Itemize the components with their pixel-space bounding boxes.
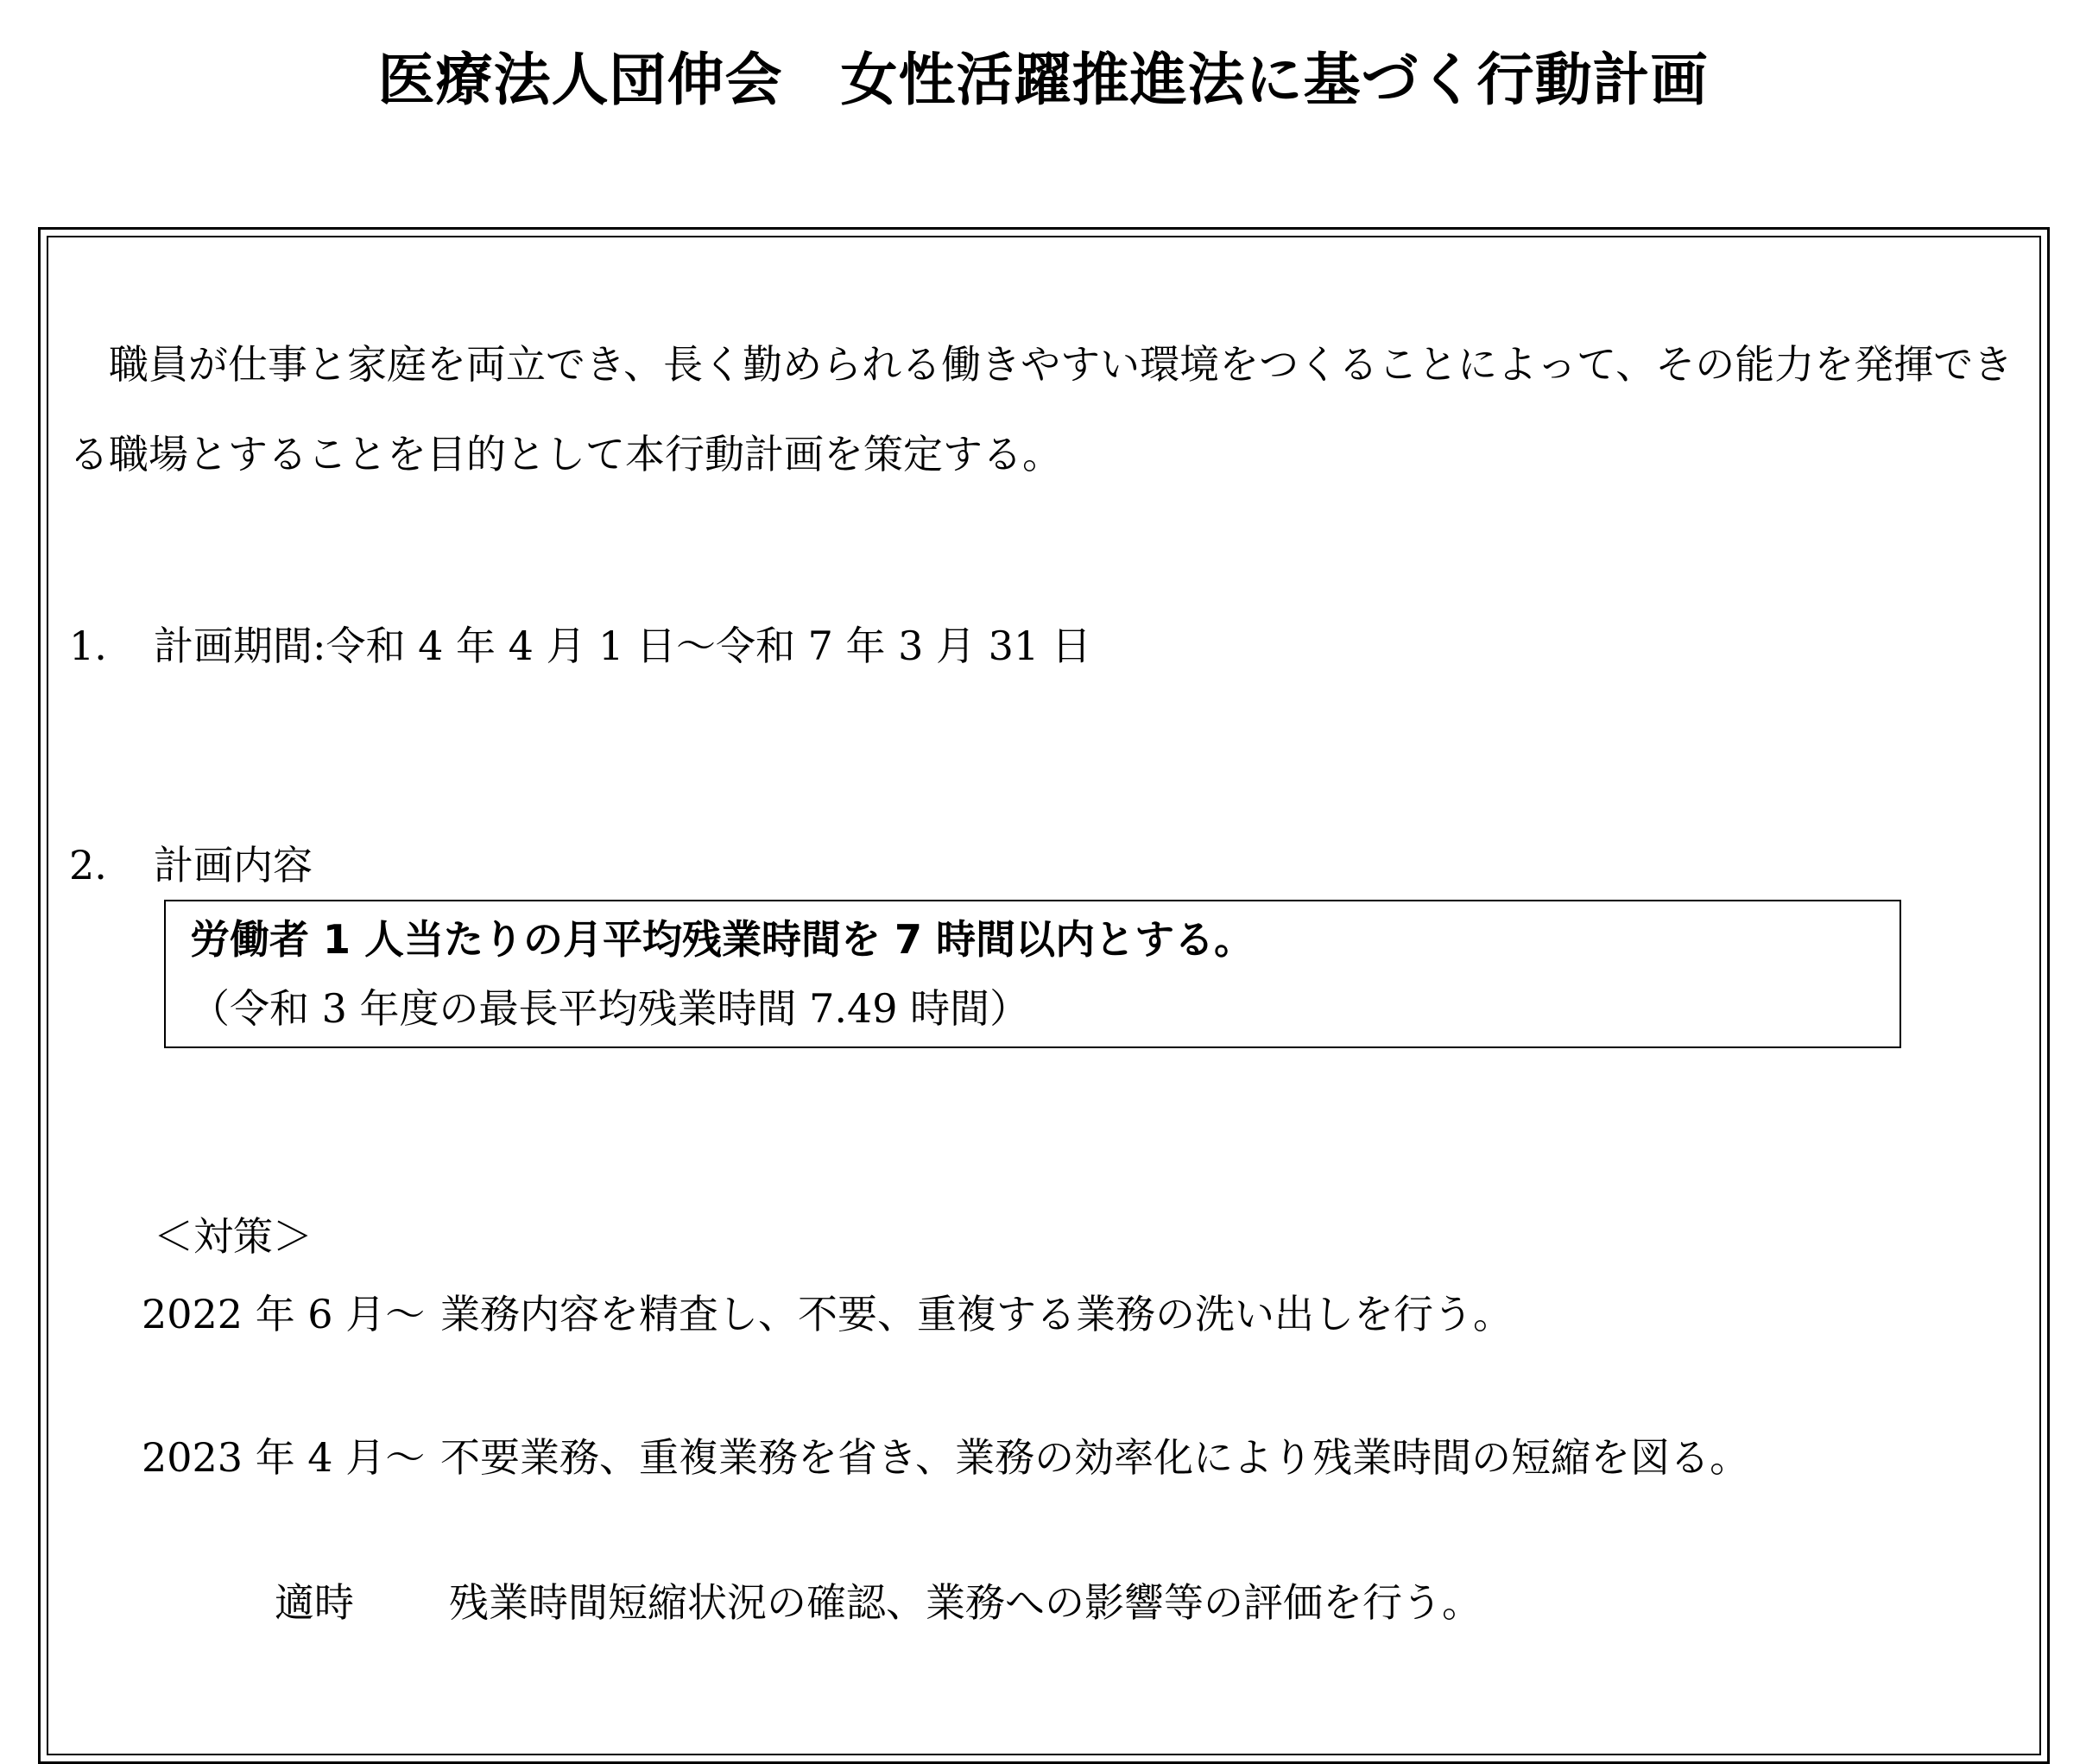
goal-box (164, 900, 1901, 1048)
measure-text: 残業時間短縮状況の確認、業務への影響等の評価を行う。 (449, 1579, 1482, 1626)
section1-number: 1. (69, 623, 107, 669)
measure-text: 不要業務、重複業務を省き、業務の効率化により残業時間の短縮を図る。 (440, 1434, 1750, 1481)
measure-period: 2023 年 4 月～ (142, 1434, 426, 1481)
goal-text: 労働者 1 人当たりの月平均残業時間を 7 時間以内とする。 (190, 916, 1255, 963)
section2-number: 2. (69, 842, 107, 888)
plan-content-label: 計画内容 (154, 842, 313, 888)
page-title: 医療法人団伸会 女性活躍推進法に基づく行動計画 (377, 47, 1709, 113)
intro-text: 職員が仕事と家庭を両立でき、長く勤められる働きやすい環境をつくることによって、その能力を発揮できる職場とすることを目的として本行動計画を策定する。 (69, 341, 2013, 477)
goal-note: （令和 3 年度の最長平均残業時間 7.49 時間） (190, 985, 1030, 1032)
measure-period: 適時 (275, 1579, 354, 1626)
plan-period: 計画期間:令和 4 年 4 月 1 日～令和 7 年 3 月 31 日 (154, 623, 1091, 669)
intro-paragraph (69, 319, 2038, 499)
measure-period: 2022 年 6 月～ (142, 1291, 426, 1337)
measure-text: 業務内容を精査し、不要、重複する業務の洗い出しを行う。 (440, 1291, 1513, 1337)
measures-heading: ＜対策＞ (154, 1213, 313, 1260)
